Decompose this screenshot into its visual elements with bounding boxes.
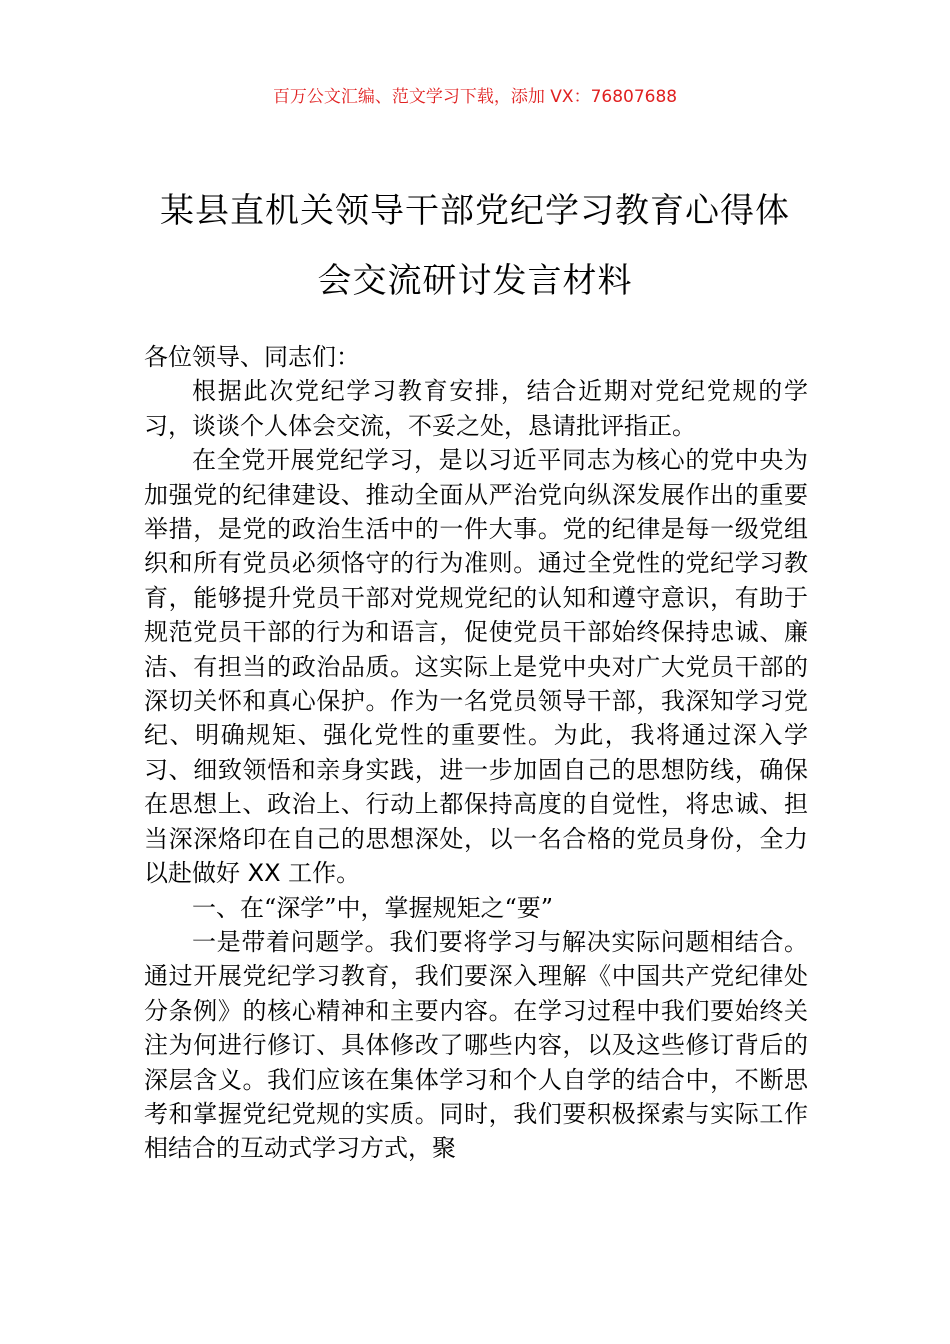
header-banner: 百万公文汇编、范文学习下载，添加 VX：76807688 — [272, 87, 678, 107]
paragraph-section-1: 一是带着问题学。我们要将学习与解决实际问题相结合。通过开展党纪学习教育，我们要深入理解《中国共产党纪律处分条例》的核心精神和主要内容。在学习过程中我们要始终关注为何进行修订、具体修改了哪些内容，以及这些修订背后的深层含义。我们应该在集体学习和个人自学的结合中，不断思考和掌握党纪党规的实质。同时，我们要积极探索与实际工作相结合的互动式学习方式，聚 — [144, 927, 808, 1163]
title-line-2: 会交流研讨发言材料 — [317, 261, 633, 301]
paragraph-intro: 根据此次党纪学习教育安排，结合近期对党纪党规的学习，谈谈个人体会交流，不妥之处，恳请批评指正。 — [144, 377, 808, 440]
paragraph-main: 在全党开展党纪学习，是以习近平同志为核心的党中央为加强党的纪律建设、推动全面从严治党向纵深发展作出的重要举措，是党的政治生活中的一件大事。党的纪律是每一级党组织和所有党员必须恪守的行为准则。通过全党性的党纪学习教育，能够提升党员干部对党规党纪的认知和遵守意识，有助于规范党员干部的行为和语言，促使党员干部始终保持忠诚、廉洁、有担当的政治品质。这实际上是党中央对广大党员干部的深切关怀和真心保护。作为一名党员领导干部，我深知学习党纪、明确规矩、强化党性的重要性。为此，我将通过深入学习、细致领悟和亲身实践，进一步加固自己的思想防线，确保在思想上、政治上、行动上都保持高度的自觉性，将忠诚、担当深深烙印在自己的思想深处，以一名合格的党员身份，全力以赴做好 XX 工作。 — [144, 446, 808, 888]
salutation: 各位领导、同志们： — [144, 343, 360, 371]
title-line-1: 某县直机关领导干部党纪学习教育心得体 — [160, 191, 790, 231]
document-body — [144, 340, 808, 1166]
section-heading: 一、在“深学”中，掌握规矩之“要” — [192, 893, 554, 922]
document-title — [120, 176, 830, 316]
